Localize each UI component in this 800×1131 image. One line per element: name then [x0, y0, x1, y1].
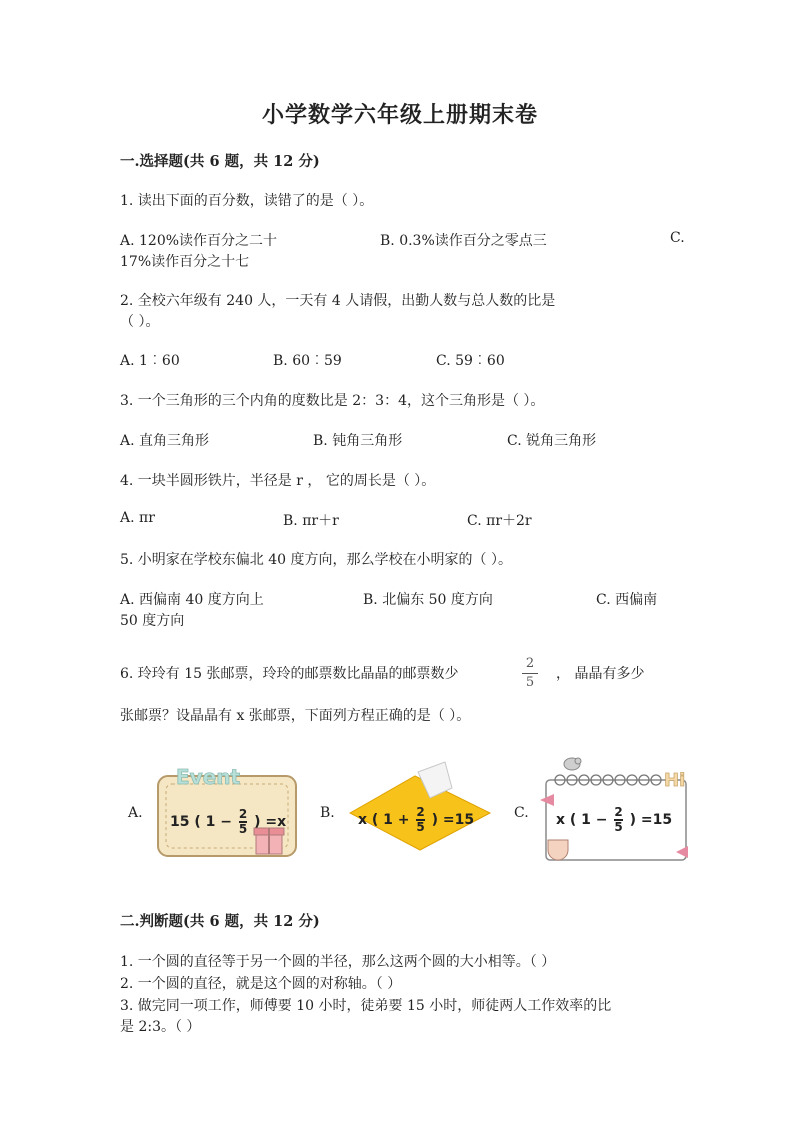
q6-option-b-label: B. [320, 805, 335, 821]
q6-card-c-equation [556, 806, 672, 834]
judgment-question-3: 3. 做完同一项工作，师傅要 10 小时，徒弟要 15 小时，师徒两人工作效率的比 [120, 998, 612, 1014]
eq-c-suffix: ) =15 [629, 811, 673, 828]
q3-option-c: C. 锐角三角形 [507, 433, 597, 449]
q4-option-c: C. πr＋2r [467, 513, 532, 529]
q5-option-a: A. 西偏南 40 度方向上 [120, 592, 264, 608]
q4-option-b: B. πr＋r [283, 513, 339, 529]
teacup-icon [548, 840, 568, 860]
fraction-denominator: 5 [525, 675, 535, 690]
eq-a-den: 5 [238, 821, 248, 836]
judgment-question-2: 2. 一个圆的直径，就是这个圆的对称轴。（ ） [120, 976, 402, 992]
card-a-event-word: Event [176, 765, 241, 789]
q3-option-a: A. 直角三角形 [120, 433, 210, 449]
question-1: 1. 读出下面的百分数，读错了的是（ ）。 [120, 193, 374, 209]
q1-option-c: C. [670, 230, 685, 246]
q2-option-a: A. 1︰60 [120, 353, 180, 369]
eq-a-suffix: ) =x [254, 813, 287, 830]
q5-option-c: C. 西偏南 [596, 592, 658, 608]
eq-a-num: 2 [238, 807, 248, 821]
q2-option-b: B. 60︰59 [273, 353, 342, 369]
question-3: 3. 一个三角形的三个内角的度数比是 2：3：4，这个三角形是（ ）。 [120, 393, 545, 409]
q4-option-a: A. πr [120, 510, 155, 526]
eq-b-den: 5 [416, 819, 425, 834]
question-6-continued: 张邮票？设晶晶有 x 张邮票，下面列方程正确的是（ ）。 [120, 708, 471, 724]
judgment-question-3-continued: 是 2:3。（ ） [120, 1019, 201, 1035]
question-5: 5. 小明家在学校东偏北 40 度方向，那么学校在小明家的（ ）。 [120, 552, 512, 568]
question-2: 2. 全校六年级有 240 人，一天有 4 人请假，出勤人数与总人数的比是 [120, 293, 556, 309]
q1-option-b: B. 0.3%读作百分之零点三 [380, 233, 547, 249]
question-4: 4. 一块半圆形铁片，半径是 r ， 它的周长是（ ）。 [120, 473, 436, 489]
eq-b-fraction [416, 806, 424, 834]
card-c-hi-word: Hi [664, 770, 686, 791]
eq-b-suffix: ) =15 [431, 811, 475, 828]
q6-option-a-label: A. [128, 805, 143, 821]
eq-c-prefix: x ( 1 − [556, 811, 608, 828]
eq-c-num: 2 [614, 805, 623, 819]
eq-c-fraction [614, 806, 622, 834]
eq-a-fraction [239, 808, 247, 836]
fraction-numerator: 2 [525, 656, 535, 671]
question-6: 6. 玲玲有 15 张邮票，玲玲的邮票数比晶晶的邮票数少 [120, 666, 459, 682]
section-heading-judgment: 二.判断题(共 6 题，共 12 分) [120, 913, 320, 930]
fraction-bar [522, 673, 538, 674]
page-title: 小学数学六年级上册期末卷 [261, 102, 538, 128]
question-2-continued: （ ）。 [120, 314, 160, 330]
q2-option-c: C. 59︰60 [436, 353, 505, 369]
q6-option-c-label: C. [514, 805, 529, 821]
q5-option-b: B. 北偏东 50 度方向 [363, 592, 493, 608]
eq-a-prefix: 15 ( 1 − [170, 813, 232, 830]
q5-option-c-continued: 50 度方向 [120, 613, 185, 629]
q6-card-a-equation [170, 808, 286, 836]
q1-option-c-continued: 17%读作百分之十七 [120, 254, 250, 270]
q6-fraction [520, 656, 540, 691]
eq-b-num: 2 [416, 805, 425, 819]
eq-b-prefix: x ( 1 + [358, 811, 410, 828]
eq-c-den: 5 [614, 819, 623, 834]
section-heading-choice: 一.选择题(共 6 题，共 12 分) [120, 153, 320, 170]
question-6-part2: ， 晶晶有多少 [556, 666, 645, 682]
q3-option-b: B. 钝角三角形 [313, 433, 403, 449]
q1-option-a: A. 120%读作百分之二十 [120, 233, 278, 249]
judgment-question-1: 1. 一个圆的直径等于另一个圆的半径，那么这两个圆的大小相等。（ ） [120, 954, 556, 970]
q6-card-b-equation [358, 806, 474, 834]
bird-icon [564, 758, 581, 770]
